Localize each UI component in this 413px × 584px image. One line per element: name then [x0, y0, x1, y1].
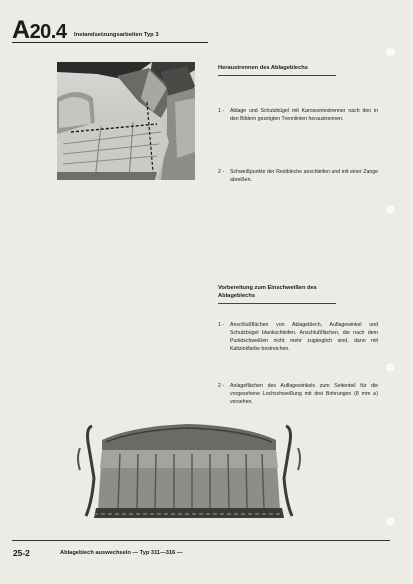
- footer-title: Ablageblech auswechseln — Typ 311—316 —: [60, 550, 183, 556]
- photo-shelf-removal: [57, 62, 195, 180]
- section1-rule: [218, 75, 336, 76]
- section2-rule: [218, 303, 336, 304]
- item-text: Anschlußflächen von Ablageblech, Auflagewinkel und Schutzbügel blankschleifen. Anschlußflächen, die nach dem Punktschweißen nicht mehr zugänglich sind, dann mit Kaltzinkfarbe bestreichen.: [230, 322, 378, 353]
- header-title: Instandsetzungsarbeiten Typ 3: [73, 32, 159, 38]
- photo-shelf-panel: [72, 418, 306, 520]
- item-number: 2 -: [218, 169, 225, 175]
- page-number: 25-2: [13, 548, 30, 558]
- item-number: 1 -: [218, 108, 225, 114]
- section1-item-2: [218, 168, 378, 184]
- item-text: Anlageflächen des Auflagewinkels zum Seitenteil für die vorgesehene Lochschweißung mit drei Bohrungen (8 mm ⌀) versehen.: [230, 383, 378, 406]
- header-rule: [12, 42, 208, 43]
- section-code: [12, 18, 67, 43]
- item-text: Ablage und Schutzbügel mit Karosseriestrenner nach den in den Bildern gezeigten Trennlinien heraustrennen.: [230, 108, 378, 123]
- section2-item-1: [218, 321, 378, 353]
- header: [12, 18, 207, 43]
- footer-rule: [12, 540, 390, 541]
- item-text: Schweißpunkte der Restbleche anschleifen und mit einer Zange abreißen.: [230, 169, 378, 184]
- section2-item-2: [218, 382, 378, 406]
- code-letter: A: [12, 16, 30, 44]
- section1-item-1: [218, 107, 378, 123]
- code-number: 20.4: [29, 21, 67, 43]
- binder-hole-1: [385, 46, 396, 57]
- item-number: 2 -: [218, 383, 225, 389]
- item-number: 1 -: [218, 322, 225, 328]
- section2-title: Vorbereitung zum Einschweißen des Ablageblechs: [218, 285, 317, 300]
- binder-hole-4: [385, 516, 396, 527]
- section1-title: Heraustrennen des Ablageblechs: [218, 65, 308, 71]
- binder-hole-3: [385, 362, 396, 373]
- binder-hole-2: [385, 204, 396, 215]
